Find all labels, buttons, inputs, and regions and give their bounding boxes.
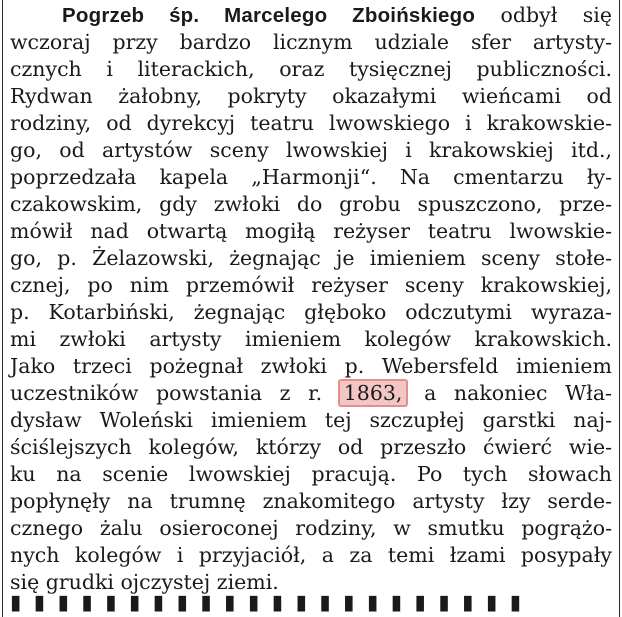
article-line: dysław Woleński imieniem tej szczupłej garstki naj- <box>10 408 612 432</box>
article-line: nych kolegów i przyjaciół, a za temi łzami posypały <box>10 543 612 567</box>
article-line: rodziny, od dyrekcyj teatru lwowskiego i krakowskie- <box>10 111 612 135</box>
article-headline: Pogrzeb śp. Marcelego Zboińskiego <box>62 4 476 27</box>
article-line: ku na scenie lwowskiej pracują. Po tych słowach <box>10 462 612 486</box>
article-line: go, p. Żelazowski, żegnając je imieniem sceny stołe- <box>10 246 612 270</box>
article-line: popłynęły na trumnę znakomitego artysty łzy serde- <box>10 489 612 513</box>
highlighted-year: 1863, <box>340 381 407 405</box>
article-line: cznych i literackich, oraz tysięcznej publiczności. <box>10 57 612 81</box>
cut-off-next-line <box>10 590 612 617</box>
cut-off-glyph-tops: ▮ ▮ ▮ ▮ ▮ ▮ ▮ ▮ ▮ ▮ ▮ ▮ ▮ ▮ ▮ ▮ ▮ ▮ ▮ ▮ ▮ ▮ <box>10 590 525 614</box>
article-line: go, od artystów sceny lwowskiej i krakowskiej itd., <box>10 138 612 162</box>
article-line: ściślejszych kolegów, którzy od przeszło ćwierć wie- <box>10 435 612 459</box>
column-rule-right <box>619 0 620 617</box>
article-line: p. Kotarbiński, żegnając głęboko odczutymi wyraza- <box>10 300 612 324</box>
article-line: poprzedzała kapela „Harmonji“. Na cmentarzu ły- <box>10 165 612 189</box>
column-rule-left <box>2 0 3 617</box>
article-line: wczoraj przy bardzo licznym udziale sfer artysty- <box>10 30 612 54</box>
article-text-segment: uczestników powstania z r. <box>10 381 323 405</box>
article-line-1 <box>10 2 612 29</box>
article-line: Jako trzeci pożegnał zwłoki p. Webersfeld imieniem <box>10 354 612 378</box>
article-line-highlight <box>10 380 612 407</box>
article-line: Rydwan żałobny, pokryty okazałymi wieńcami od <box>10 84 612 108</box>
article-line: czakowskim, gdy zwłoki do grobu spuszczono, prze- <box>10 192 612 216</box>
article-body <box>10 2 612 596</box>
article-line: cznego żalu osieroconej rodziny, w smutku pogrążo- <box>10 516 612 540</box>
article-text-segment: a nakoniec Wła- <box>424 381 612 405</box>
article-line: mówił nad otwartą mogiłą reżyser teatru lwowskie- <box>10 219 612 243</box>
article-line: cznej, po nim przemówił reżyser sceny krakowskiej, <box>10 273 612 297</box>
article-line: mi zwłoki artysty imieniem kolegów krakowskich. <box>10 327 612 351</box>
article-line-last: się grudki ojczystej ziemi. <box>10 570 279 594</box>
article-text-segment: odbył się <box>500 3 612 27</box>
